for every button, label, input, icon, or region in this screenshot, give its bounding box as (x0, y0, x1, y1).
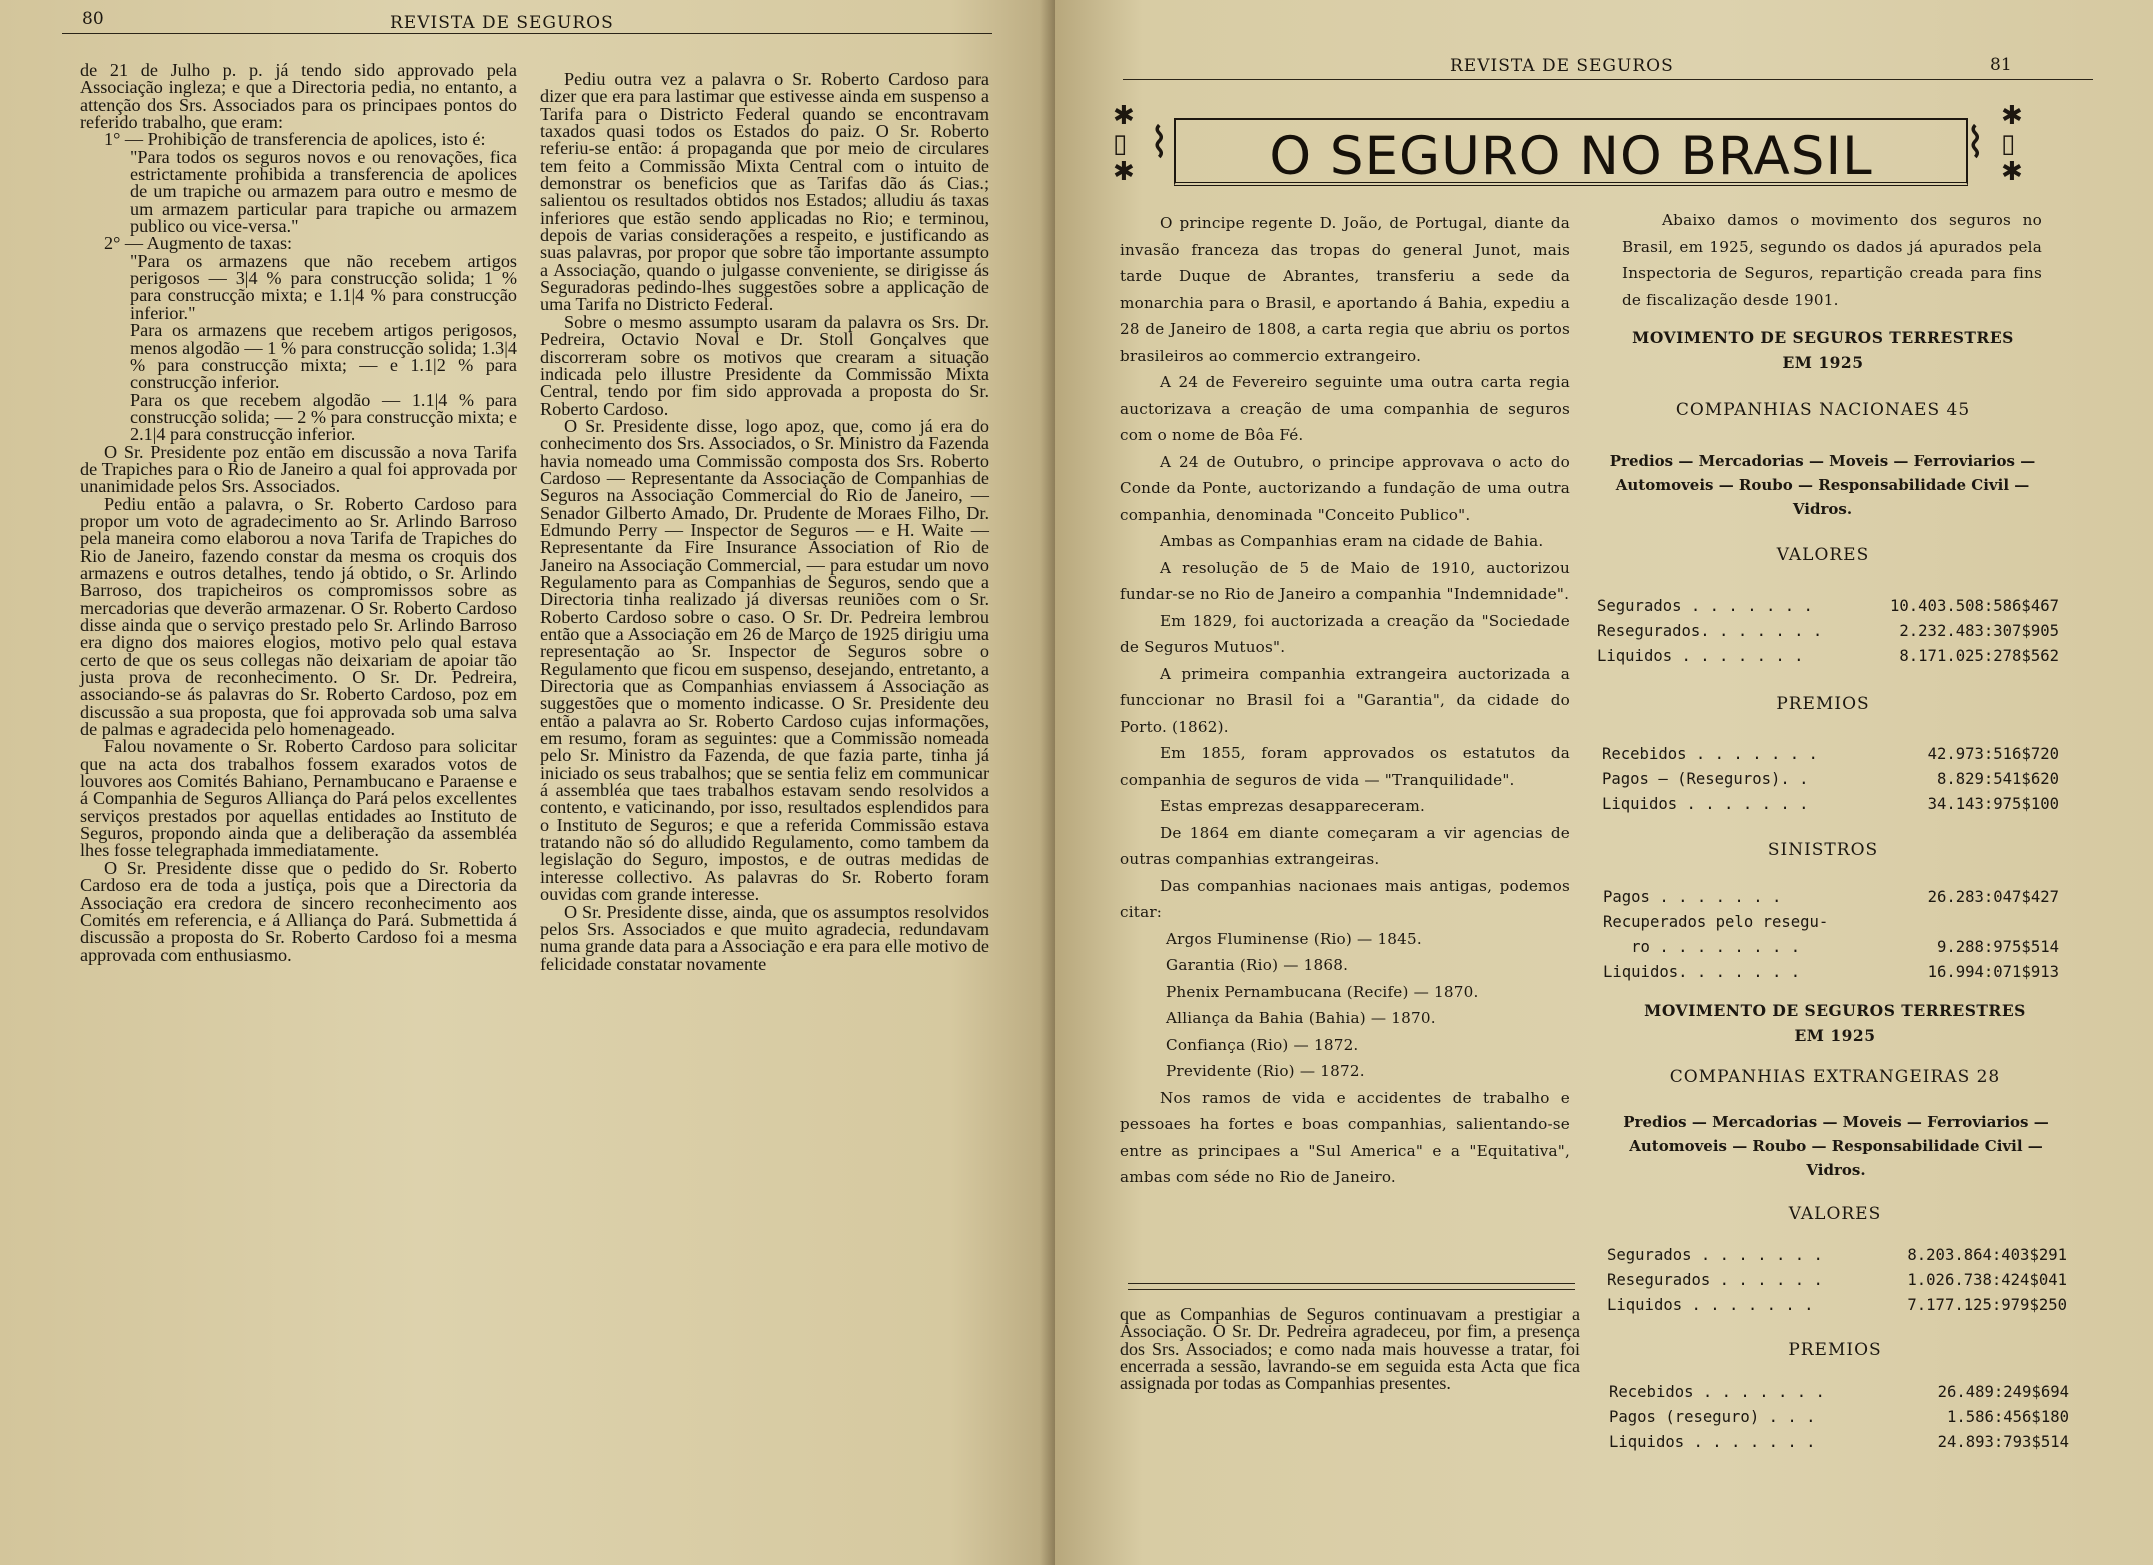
stat-row (1602, 742, 2059, 767)
paragraph: A 24 de Outubro, o principe approvava o acto do Conde da Ponte, auctorizando a fundação de uma outra companhia, denominada "Conceito Publico". (1120, 452, 1570, 524)
running-header: REVISTA DE SEGUROS (390, 13, 614, 33)
section-subheading: COMPANHIAS NACIONAES 45 (1675, 400, 1971, 420)
stat-label: Liquidos . . . . . . . (1597, 647, 1804, 665)
paragraph: A primeira companhia extrangeira auctorizada a funccionar no Brasil foi a "Garantia", da cidade do Porto. (1862). (1120, 664, 1570, 736)
stat-row (1602, 767, 2059, 792)
stat-value: 26.489:249$694 (1937, 1383, 2069, 1401)
section-rule (1128, 1283, 1575, 1284)
page-number: 81 (1990, 55, 2012, 75)
paragraph: Previdente (Rio) — 1872. (1166, 1062, 1365, 1080)
stat-value: 16.994:071$913 (1927, 963, 2059, 981)
stat-label: Liquidos. . . . . . . (1603, 963, 1801, 981)
stat-row (1597, 594, 2059, 619)
stat-value: 10.403.508:586$467 (1890, 597, 2059, 615)
paragraph: O Sr. Presidente disse que o pedido do Sr. Roberto Cardoso era de toda a justiça, pois que a Directoria da Associação era credora de sincero reconhecimento aos Comités em referencia, e á Alliança do Pará. Submettida á discussão a proposta do Sr. Roberto Cardoso foi a mesma approvada com enthusiasmo. (80, 857, 517, 965)
stat-label: Segurados . . . . . . . (1597, 597, 1813, 615)
stat-value: 34.143:975$100 (1927, 795, 2059, 813)
stat-value: 7.177.125:979$250 (1907, 1296, 2067, 1314)
asterisk-ornament-icon: ✱ ▯ ✱ (1113, 101, 1135, 187)
paragraph: Nos ramos de vida e accidentes de trabalho e pessoaes ha fortes e boas companhias, salientando-se entre as principaes a "Sul America" e a "Equitativa", ambas com séde no Rio de Janeiro. (1120, 1088, 1570, 1186)
minutes-continuation (1120, 1306, 1580, 1392)
valores-table (1607, 1243, 2067, 1318)
stat-row (1603, 885, 2059, 910)
valores-title: VALORES (1788, 1204, 1882, 1224)
text-column-2 (540, 71, 989, 973)
title-frame (1174, 118, 1968, 186)
stat-label: Liquidos . . . . . . . (1609, 1433, 1816, 1451)
page-number: 80 (82, 9, 104, 29)
stat-label: ro . . . . . . . . (1603, 938, 1801, 956)
stat-row (1607, 1243, 2067, 1268)
paragraph: De 1864 em diante começaram a vir agencias de outras companhias extrangeiras. (1120, 823, 1570, 868)
header-rule (1123, 79, 2093, 80)
stat-value: 1.586:456$180 (1946, 1408, 2069, 1426)
paragraph: 1° — Prohibição de transferencia de apolices, isto é: (104, 129, 486, 150)
stat-value: 8.203.864:403$291 (1907, 1246, 2067, 1264)
section-heading: MOVIMENTO DE SEGUROS TERRESTRES (1644, 1001, 2026, 1020)
stat-label: Pagos — (Reseguros). . (1602, 770, 1809, 788)
stat-row (1609, 1430, 2069, 1455)
stat-value: 8.829:541$620 (1936, 770, 2059, 788)
paragraph: O Sr. Presidente disse, ainda, que os assumptos resolvidos pelos Srs. Associados e que muito agradecia, redundavam numa grande data para a Associação e era para elle motivo de felicidade constatar novamente (540, 901, 989, 974)
insurance-categories: Predios — Mercadorias — Moveis — Ferroviarios — Automoveis — Roubo — Responsabilidade Civil — Vidros. (1623, 1113, 2049, 1179)
paragraph: Em 1855, foram approvados os estatutos da companhia de seguros de vida — "Tranquilidade". (1120, 744, 1570, 789)
stat-value: 42.973:516$720 (1927, 745, 2059, 763)
stat-value: 24.893:793$514 (1937, 1433, 2069, 1451)
paragraph: "Para os armazens que não recebem artigos perigosos — 3|4 % para construcção solida; 1 % para construcção mixta; e 1.1|4 % para construcção inferior." (130, 250, 517, 323)
paragraph: A resolução de 5 de Maio de 1910, auctorizou fundar-se no Rio de Janeiro a companhia "Indemnidade". (1120, 558, 1570, 603)
paragraph: Ambas as Companhias eram na cidade de Bahia. (1160, 532, 1544, 550)
paragraph: 2° — Augmento de taxas: (104, 233, 293, 254)
stat-row (1602, 792, 2059, 817)
premios-title: PREMIOS (1788, 1340, 1882, 1360)
valores-title: VALORES (1776, 545, 1870, 565)
section-heading-year: EM 1925 (1782, 353, 1864, 372)
stat-label: Resegurados. . . . . . . (1597, 622, 1823, 640)
stat-label: Pagos . . . . . . . (1603, 888, 1782, 906)
paragraph: Para os que recebem algodão — 1.1|4 % para construcção solida; — 2 % para construcção mixta; e 2.1|4 para construcção inferior. (130, 389, 517, 445)
paragraph: Estas emprezas desappareceram. (1160, 797, 1426, 815)
paragraph: Argos Fluminense (Rio) — 1845. (1166, 929, 1422, 948)
scroll-ornament-icon: ⌇ (1965, 118, 1986, 167)
article-title-box (1113, 100, 2023, 195)
stat-value: 9.288:975$514 (1936, 938, 2059, 956)
stat-row (1597, 644, 2059, 669)
stat-value: 26.283:047$427 (1927, 888, 2059, 906)
header-rule (62, 33, 992, 34)
continuation-text: que as Companhias de Seguros continuavam a prestigiar a Associação. O Sr. Dr. Pedreira agradeceu, por fim, a presença dos Srs. Associados; e como nada mais houvesse a tratar, foi encerrada a sessão, lavrando-se em seguida esta Acta que fica assignada por todas as Companhias presentes. (1120, 1304, 1580, 1394)
stat-row (1609, 1405, 2069, 1430)
stat-label: Recebidos . . . . . . . (1602, 745, 1818, 763)
stat-row (1607, 1268, 2067, 1293)
premios-title: PREMIOS (1776, 694, 1870, 714)
intro-text: Abaixo damos o movimento dos seguros no Brasil, em 1925, segundo os dados já apurados pela Inspectoria de Seguros, repartição creada para fins de fiscalização desde 1901. (1622, 211, 2042, 309)
premios-table (1609, 1380, 2069, 1455)
article-column (1120, 210, 1570, 1191)
stat-row (1603, 910, 2059, 935)
stat-label: Liquidos . . . . . . . (1607, 1296, 1814, 1314)
paragraph: O Sr. Presidente disse, logo apoz, que, como já era do conhecimento dos Srs. Associados, o Sr. Ministro da Fazenda havia nomeado uma Commissão composta dos Srs. Roberto Cardoso — Representante da Associação de Companhias de Seguros na Associação Commercial do Rio de Janeiro, — Senador Gilberto Amado, Dr. Prudente de Moraes Filho, Dr. Edmundo Perry — Inspector de Seguros — e H. Waite — Representante da Fire Insurance Association of Rio de Janeiro na Associação Commercial, — para estudar um novo Regulamento para as Companhias de Seguros, sendo que a Directoria tinha realizado já diversas reuniões com o Sr. Roberto Cardoso sobre o caso. O Sr. Dr. Pedreira lembrou então que a Associação em 26 de Março de 1925 dirigiu uma representação ao Sr. Inspector de Seguros sobre o Regulamento que ficou em suspenso, desejando, entretanto, a Directoria que as Companhias enviassem á Associação as suggestões que o momento indicasse. O Sr. Presidente deu então a palavra ao Sr. Roberto Cardoso cujas informações, em resumo, foram as seguintes: que a Commissão nomeada pelo Sr. Ministro da Fazenda, de que fazia parte, tinha já iniciado os seus trabalhos; que se sentia feliz em communicar á assembléa que taes trabalhos estavam sendo resolvidos a contento, e vaticinando, por isso, resultados esplendidos para o Instituto de Seguros; e que a referida Commissão estava tratando não só do alludido Regulamento, como tambem da legislação do Seguro, impostos, e de outras medidas de interesse collectivo. As palavras do Sr. Roberto foram ouvidas com grande interesse. (540, 415, 989, 905)
premios-table (1602, 742, 2059, 817)
sinistros-table (1603, 885, 2059, 985)
stat-value: 1.026.738:424$041 (1907, 1271, 2067, 1289)
section-subheading: COMPANHIAS EXTRANGEIRAS 28 (1669, 1067, 2001, 1087)
left-page (0, 0, 1055, 1565)
paragraph: Garantia (Rio) — 1868. (1166, 956, 1349, 974)
section-heading: MOVIMENTO DE SEGUROS TERRESTRES (1632, 328, 2014, 347)
paragraph: Phenix Pernambucana (Recife) — 1870. (1166, 982, 1479, 1001)
statistics-intro (1622, 207, 2042, 313)
stat-row (1603, 960, 2059, 985)
stat-label: Segurados . . . . . . . (1607, 1246, 1823, 1264)
paragraph: "Para todos os seguros novos e ou renovações, fica estrictamente prohibida a transferencia de apolices de um trapiche ou armazem para outro e mesmo de um armazem particular para trapiche ou armazem publico ou vice-versa." (130, 146, 517, 237)
paragraph: Sobre o mesmo assumpto usaram da palavra os Srs. Dr. Pedreira, Octavio Noval e Dr. Stoll Gonçalves que discorreram sobre os motivos que crearam a situação indicada pelo illustre Presidente da Commissão Mixta Central, tendo por fim sido approvada a proposta do Sr. Roberto Cardoso. (540, 311, 989, 419)
section-heading-year: EM 1925 (1794, 1026, 1876, 1045)
paragraph: A 24 de Fevereiro seguinte uma outra carta regia auctorizava a creação de uma companhia de seguros com o nome de Bôa Fé. (1120, 373, 1570, 444)
paragraph: Alliança da Bahia (Bahia) — 1870. (1166, 1009, 1436, 1027)
stat-label: Liquidos . . . . . . . (1602, 795, 1809, 813)
running-header: REVISTA DE SEGUROS (1450, 56, 1674, 76)
stat-value: 2.232.483:307$905 (1899, 622, 2059, 640)
stat-row (1597, 619, 2059, 644)
stat-row (1603, 935, 2059, 960)
stat-row (1607, 1293, 2067, 1318)
stat-label: Pagos (reseguro) . . . (1609, 1408, 1816, 1426)
sinistros-title: SINISTROS (1767, 840, 1879, 860)
paragraph: Pediu então a palavra, o Sr. Roberto Cardoso para propor um voto de agradecimento ao Sr. Arlindo Barroso pela maneira como elaborou a nova Tarifa de Trapiches do Rio de Janeiro, fazendo constar da mesma os croquis dos armazens e outros detalhes, tendo já obtido, o Sr. Arlindo Barroso, dos trapicheiros os compromissos sobre as mercadorias que deverão armazenar. O Sr. Roberto Cardoso disse ainda que o serviço prestado pelo Sr. Arlindo Barroso era digno dos maiores elogios, motivo pelo qual estava certo de que os seus collegas não deixariam de apoiar tão justa prova de reconhecimento. O Sr. Dr. Pedreira, associando-se ás palavras do Sr. Roberto Cardoso, poz em discussão a sua proposta, que foi approvada sob uma salva de palmas e agradecida pelo homenageado. (80, 493, 517, 740)
stat-label: Recebidos . . . . . . . (1609, 1383, 1825, 1401)
insurance-categories: Predios — Mercadorias — Moveis — Ferroviarios — Automoveis — Roubo — Responsabilidade Civil — Vidros. (1609, 452, 2036, 518)
text-column-1 (80, 62, 517, 964)
section-rule (1128, 1289, 1575, 1290)
paragraph: Das companhias nacionaes mais antigas, podemos citar: (1120, 876, 1570, 921)
asterisk-ornament-icon: ✱ ▯ ✱ (2001, 101, 2023, 187)
valores-table (1597, 594, 2059, 669)
paragraph: O principe regente D. João, de Portugal, diante da invasão franceza das tropas do general Junot, mais tarde Duque de Abrantes, transferiu a sede da monarchia para o Brasil, e aportando á Bahia, expediu a 28 de Janeiro de 1808, a carta regia que abriu os portos brasileiros ao commercio extrangeiro. (1120, 214, 1570, 365)
paragraph: Falou novamente o Sr. Roberto Cardoso para solicitar que na acta dos trabalhos fossem exarados votos de louvores aos Comités Bahiano, Pernambucano e Paraense e á Companhia de Seguros Alliança do Pará pelos excellentes serviços prestados por aquellas entidades ao Instituto de Seguros, propondo ainda que a deliberação da assembléa lhes fosse telegraphada immediatamente. (80, 736, 517, 861)
article-title: O SEGURO NO BRASIL (1269, 126, 1873, 187)
stat-label: Resegurados . . . . . . (1607, 1271, 1823, 1289)
paragraph: Confiança (Rio) — 1872. (1166, 1035, 1359, 1054)
stat-row (1609, 1380, 2069, 1405)
paragraph: de 21 de Julho p. p. já tendo sido approvado pela Associação ingleza; e que a Directoria pedia, no entanto, a attenção dos Srs. Associados para os principaes pontos do referido trabalho, que eram: (80, 60, 517, 133)
stat-label: Recuperados pelo resegu- (1603, 913, 1829, 931)
paragraph: Pediu outra vez a palavra o Sr. Roberto Cardoso para dizer que era para lastimar que estivesse ainda em suspenso a Tarifa para o Districto Federal quando se encontravam taxados quasi todos os Estados do paiz. O Sr. Roberto referiu-se então: á propaganda que por meio de circulares tem feito a Commissão Mixta Central com o intuito de demonstrar os beneficios que as Tarifas dão ás Cias.; salientou os resultados obtidos nos Estados; alludiu ás taxas inferiores que estão sendo applicadas no Rio; e terminou, depois de varias considerações a respeito, e justificando as suas palavras, por propor que sobre tão importante assumpto a Associação, quando o julgasse conveniente, se dirigisse ás Seguradoras pedindo-lhes suggestões sobre a applicação de uma Tarifa no Districto Federal. (540, 69, 989, 315)
scroll-ornament-icon: ⌇ (1149, 118, 1170, 167)
paragraph: Para os armazens que recebem artigos perigosos, menos algodão — 1 % para construcção solida; 1.3|4 % para construcção mixta; — e 1.1|2 % para construcção inferior. (130, 320, 517, 393)
paragraph: O Sr. Presidente poz então em discussão a nova Tarifa de Trapiches para o Rio de Janeiro a qual foi approvada por unanimidade pelos Srs. Associados. (80, 441, 517, 497)
stat-value: 8.171.025:278$562 (1899, 647, 2059, 665)
paragraph: Em 1829, foi auctorizada a creação da "Sociedade de Seguros Mutuos". (1120, 611, 1570, 656)
